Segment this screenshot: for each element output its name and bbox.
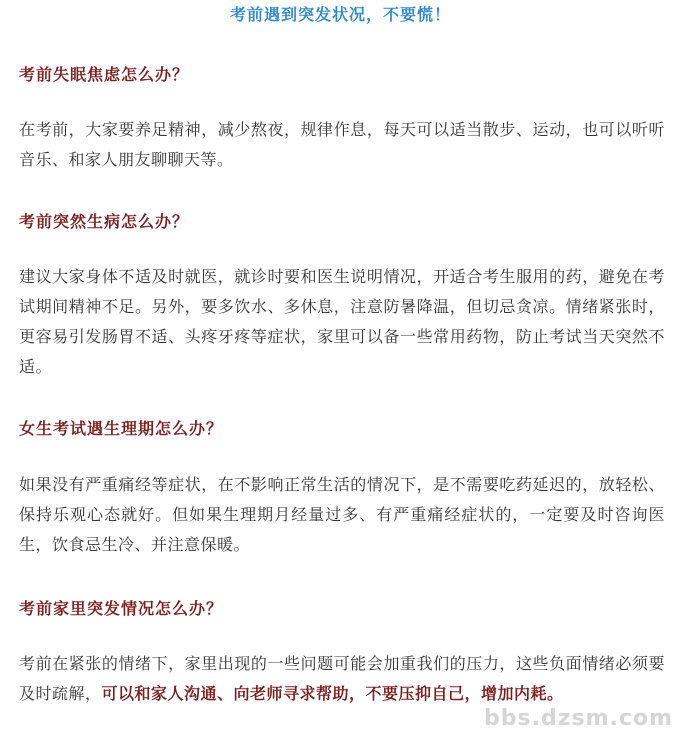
section-body-family xyxy=(19,649,665,709)
section-body-family-text: 考前在紧张的情绪下，家里出现的一些问题可能会加重我们的压力，这些负面情绪必须要及时疏解， xyxy=(19,654,665,703)
section-body-family-emphasis: 可以和家人沟通、向老师寻求帮助，不要压抑自己，增加内耗。 xyxy=(101,684,564,703)
site-watermark: bbs.dzsm.com xyxy=(484,706,673,731)
section-heading-illness: 考前突然生病怎么办？ xyxy=(19,212,190,231)
section-body-insomnia: 在考前，大家要养足精神，减少熬夜，规律作息，每天可以适当散步、运动，也可以听听音乐、和家人朋友聊聊天等。 xyxy=(19,120,665,169)
section-body-illness: 建议大家身体不适及时就医，就诊时要和医生说明情况，开适合考生服用的药，避免在考试期间精神不足。另外，要多饮水、多休息，注意防暑降温，但切忌贪凉。情绪紧张时，更容易引发肠胃不适、头疼牙疼等症状，家里可以备一些常用药物，防止考试当天突然不适。 xyxy=(19,267,665,376)
section-body-period: 如果没有严重痛经等症状，在不影响正常生活的情况下，是不需要吃药延迟的，放轻松、保持乐观心态就好。但如果生理期月经量过多、有严重痛经症状的，一定要及时咨询医生，饮食忌生冷、并注意保暖。 xyxy=(19,475,665,554)
section-heading-insomnia: 考前失眠焦虑怎么办？ xyxy=(19,65,190,84)
section-heading-period: 女生考试遇生理期怎么办？ xyxy=(19,419,224,438)
article-title: 考前遇到突发状况，不要慌！ xyxy=(229,5,451,24)
section-heading-family: 考前家里突发情况怎么办？ xyxy=(19,599,224,618)
